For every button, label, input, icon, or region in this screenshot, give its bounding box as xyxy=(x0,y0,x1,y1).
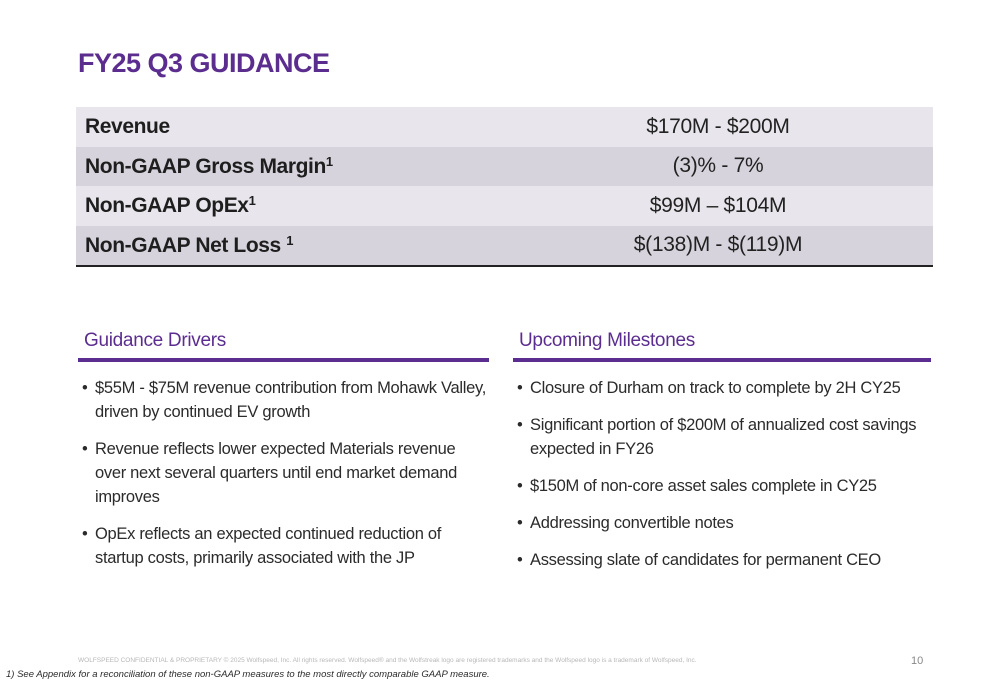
value-cell: (3)% - 7% xyxy=(503,147,933,187)
upcoming-milestones-list xyxy=(513,376,931,572)
list-item: • Significant portion of $200M of annualized cost savings expected in FY26 xyxy=(513,413,931,461)
upcoming-milestones-header: Upcoming Milestones xyxy=(513,330,931,362)
guidance-drivers-list xyxy=(78,376,489,570)
metric-cell xyxy=(76,226,503,267)
table-row xyxy=(76,186,933,226)
footnote-marker: 1 xyxy=(248,193,256,209)
footnote-marker: 1 xyxy=(286,232,294,248)
table-row xyxy=(76,226,933,267)
metric-cell xyxy=(76,186,503,226)
table-row xyxy=(76,107,933,147)
metric-cell xyxy=(76,147,503,187)
upcoming-milestones-panel xyxy=(513,330,931,585)
list-item: • $55M - $75M revenue contribution from Mohawk Valley, driven by continued EV growth xyxy=(78,376,489,424)
page-number: 10 xyxy=(911,655,924,667)
guidance-drivers-header: Guidance Drivers xyxy=(78,330,489,362)
list-item: • Closure of Durham on track to complete by 2H CY25 xyxy=(513,376,931,400)
footnote-marker: 1 xyxy=(325,153,333,169)
metric-label: Non-GAAP OpEx xyxy=(85,194,249,218)
list-item: • OpEx reflects an expected continued reduction of startup costs, primarily associated with the JP xyxy=(78,522,489,570)
list-item: • $150M of non-core asset sales complete in CY25 xyxy=(513,474,931,498)
list-item: • Addressing convertible notes xyxy=(513,511,931,535)
footnote: 1) See Appendix for a reconciliation of these non-GAAP measures to the most directly comparable GAAP measure. xyxy=(6,669,490,680)
guidance-drivers-panel xyxy=(78,330,489,583)
value-cell: $(138)M - $(119)M xyxy=(503,226,933,267)
page-title: FY25 Q3 GUIDANCE xyxy=(78,48,330,78)
confidentiality-notice: WOLFSPEED CONFIDENTIAL & PROPRIETARY © 2025 Wolfspeed, Inc. All rights reserved. Wolfspeed® and the Wolfstreak logo are registered trademarks and the Wolfspeed logo is a trademark of Wolfspeed, Inc. xyxy=(78,657,697,664)
metric-label: Non-GAAP Net Loss xyxy=(85,233,287,257)
metric-cell xyxy=(76,107,503,147)
value-cell: $99M – $104M xyxy=(503,186,933,226)
list-item: • Assessing slate of candidates for permanent CEO xyxy=(513,548,931,572)
metric-label: Revenue xyxy=(85,115,170,139)
list-item: • Revenue reflects lower expected Materials revenue over next several quarters until end market demand improves xyxy=(78,437,489,509)
table-row xyxy=(76,147,933,187)
guidance-table xyxy=(76,107,933,267)
value-cell: $170M - $200M xyxy=(503,107,933,147)
metric-label: Non-GAAP Gross Margin xyxy=(85,154,326,178)
